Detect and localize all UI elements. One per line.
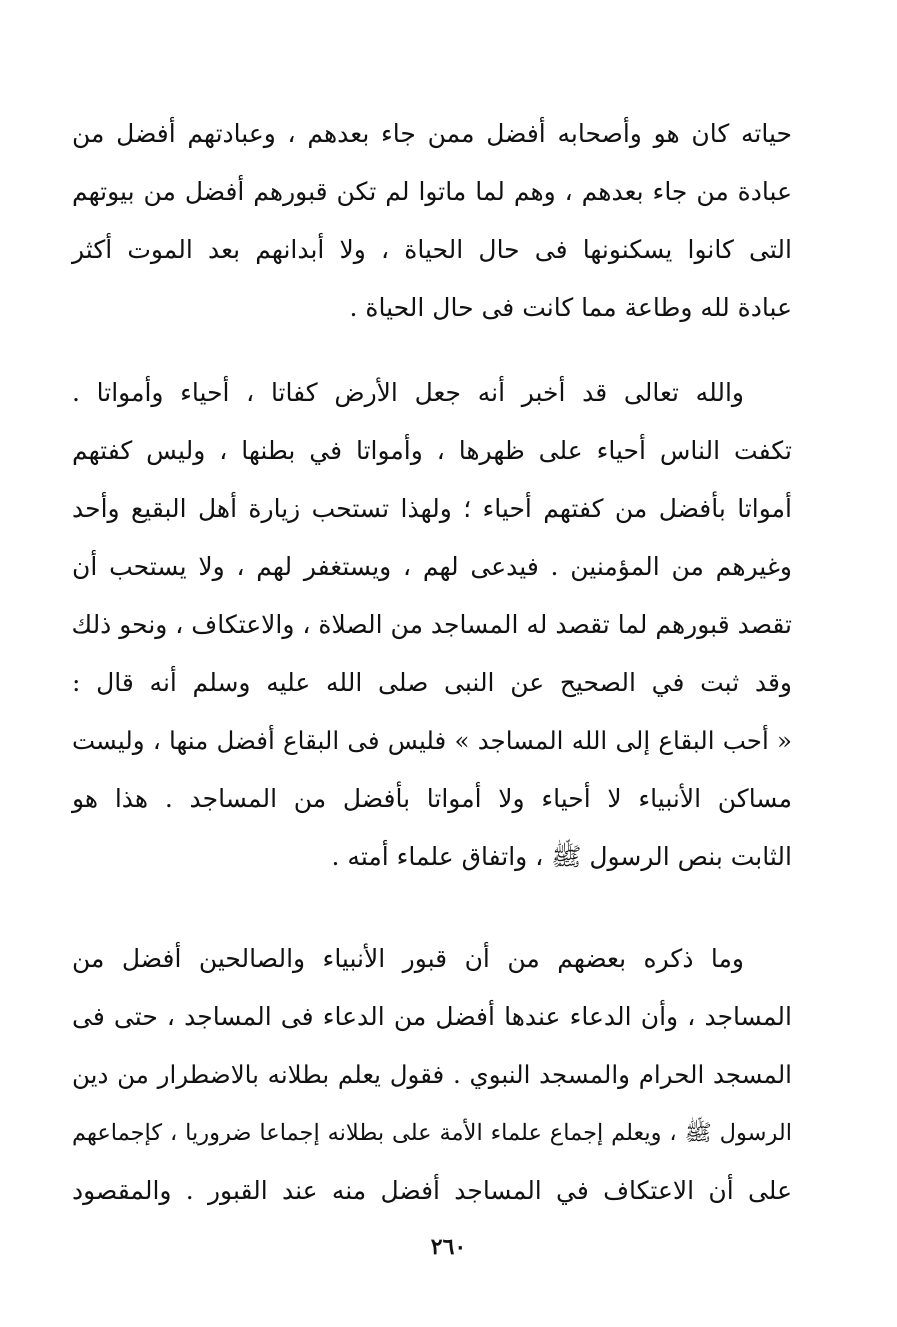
text-line: الرسول ﷺ ، ويعلم إجماع علماء الأمة على بطلانه إجماعا ضروريا ، كإجماعهم (72, 1120, 792, 1146)
text-line: وما ذكره بعضهم من أن قبور الأنبياء والصالحين أفضل من (72, 944, 744, 973)
text-line: وقد ثبت في الصحيح عن النبى صلى الله عليه وسلم أنه قال : (72, 668, 792, 697)
text-line: عبادة لله وطاعة مما كانت فى حال الحياة . (349, 293, 792, 322)
paragraph-1 (72, 105, 792, 337)
text-line: « أحب البقاع إلى الله المساجد » فليس فى البقاع أفضل منها ، وليست (72, 726, 792, 755)
paragraph-2 (72, 364, 792, 886)
paragraph-3 (72, 930, 792, 1220)
text-line: تقصد قبورهم لما تقصد له المساجد من الصلاة ، والاعتكاف ، ونحو ذلك (71, 610, 792, 639)
text-line: الثابت بنص الرسول ﷺ ، واتفاق علماء أمته . (331, 842, 792, 871)
text-line: والله تعالى قد أخبر أنه جعل الأرض كفاتا ، أحياء وأمواتا . (72, 378, 744, 407)
text-line: مساكن الأنبياء لا أحياء ولا أمواتا بأفضل من المساجد . هذا هو (72, 784, 792, 813)
text-line: أمواتا بأفضل من كفتهم أحياء ؛ ولهذا تستحب زيارة أهل البقيع وأحد (72, 494, 792, 523)
text-line: على أن الاعتكاف في المساجد أفضل منه عند القبور . والمقصود (72, 1176, 792, 1205)
text-line: عبادة من جاء بعدهم ، وهم لما ماتوا لم تكن قبورهم أفضل من بيوتهم (72, 177, 792, 206)
page-number: ٢٦٠ (430, 1234, 467, 1260)
text-line: المسجد الحرام والمسجد النبوي . فقول يعلم بطلانه بالاضطرار من دين (72, 1060, 792, 1089)
text-line: حياته كان هو وأصحابه أفضل ممن جاء بعدهم ، وعبادتهم أفضل من (72, 119, 792, 148)
text-line: تكفت الناس أحياء على ظهرها ، وأمواتا في بطنها ، وليس كفتهم (72, 436, 792, 465)
text-line: التى كانوا يسكنونها فى حال الحياة ، ولا أبدانهم بعد الموت أكثر (72, 235, 792, 264)
text-line: المساجد ، وأن الدعاء عندها أفضل من الدعاء فى المساجد ، حتى فى (72, 1002, 792, 1031)
text-line: وغيرهم من المؤمنين . فيدعى لهم ، ويستغفر لهم ، ولا يستحب أن (72, 552, 792, 581)
